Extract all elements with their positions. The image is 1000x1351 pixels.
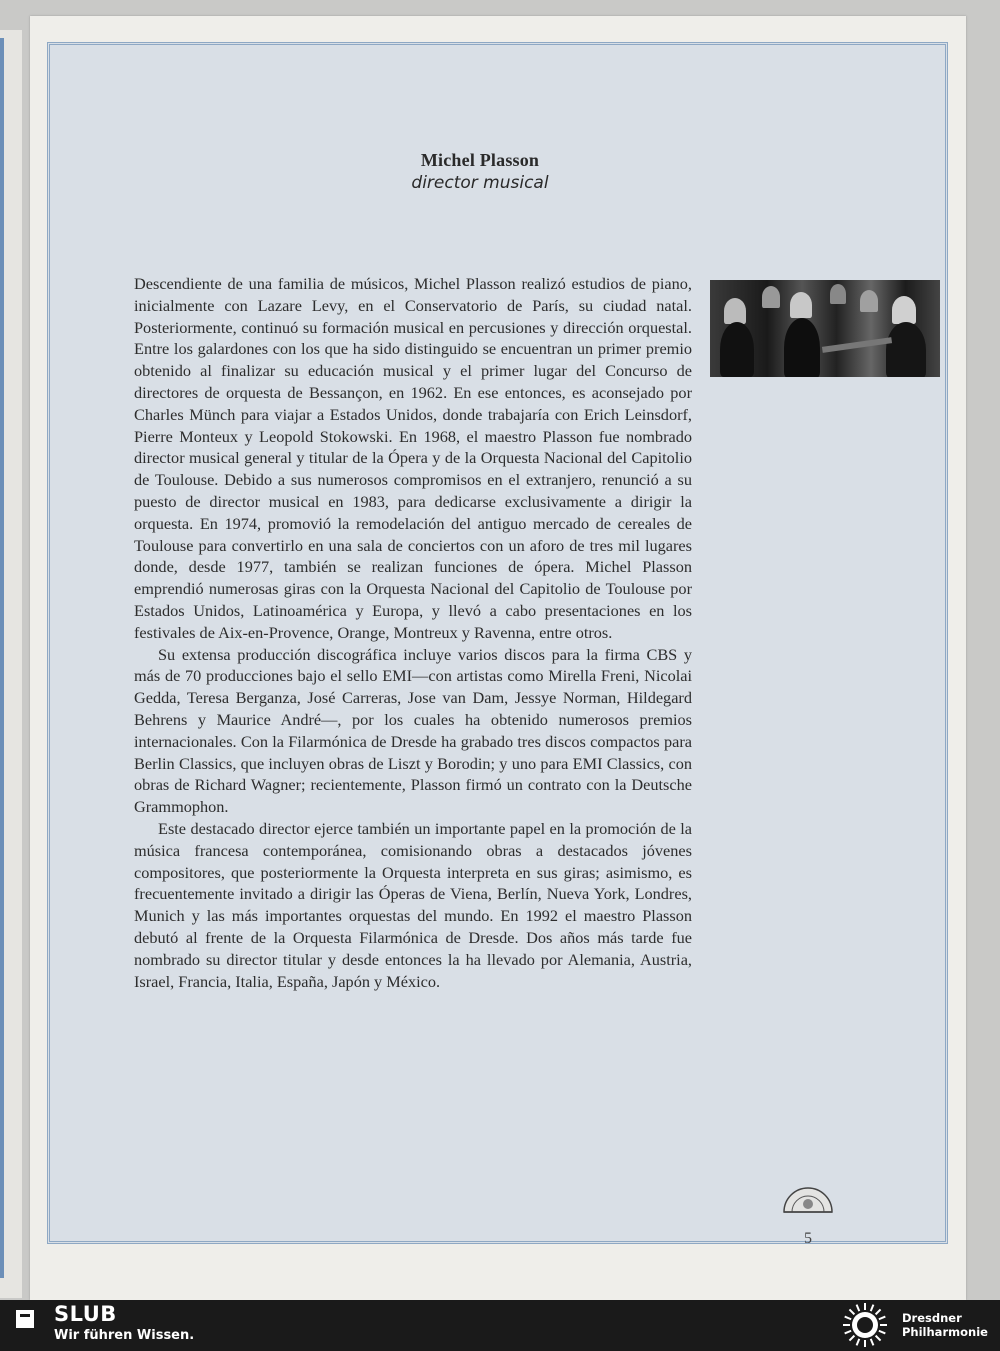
orchestra-photo xyxy=(710,280,940,377)
page-number: 5 xyxy=(804,1230,812,1247)
partner-name xyxy=(902,1311,988,1339)
orchestra-seal-icon xyxy=(780,1180,836,1214)
partner-name-line2: Philharmonie xyxy=(902,1325,988,1339)
slub-logo-icon xyxy=(14,1308,36,1330)
library-name: SLUB xyxy=(54,1302,117,1326)
library-tagline: Wir führen Wissen. xyxy=(54,1328,195,1343)
paragraph-3: Este destacado director ejerce también un importante papel en la promoción de la música francesa contemporánea, comisionando obras a destacados jóvenes compositores, que posteriormente la Orquesta interpreta en sus giras; asimismo, es frecuentemente invitado a dirigir las Óperas de Viena, Berlín, Nueva York, Londres, Munich y las más importantes orquestas del mundo. En 1992 el maestro Plasson debutó al frente de la Orquesta Filarmónica de Dresde. Dos años más tarde fue nombrado su director titular y desde entonces la ha llevado por Alemania, Austria, Israel, Francia, Italia, España, Japón y México. xyxy=(134,818,692,991)
partner-name-line1: Dresdner xyxy=(902,1311,962,1325)
article-subtitle: director musical xyxy=(411,173,549,193)
paragraph-1: Descendiente de una familia de músicos, Michel Plasson realizó estudios de piano, inicialmente con Lazare Levy, en el Conservatorio de París, su ciudad natal. Posteriormente, continuó su formación musical en percusiones y dirección orquestal. Entre los galardones con los que ha sido distinguido se encuentran un primer premio obtenido al finalizar su educación musical y el primer lugar del Concurso de directores de orquesta de Bessançon, en 1962. En ese entonces, es aconsejado por Charles Münch para viajar a Estados Unidos, donde trabajaría con Erich Leinsdorf, Pierre Monteux y Leopold Stokowski. En 1968, el maestro Plasson fue nombrado director musical general y titular de la Ópera y de la Orquesta Nacional del Capitolio de Toulouse. Debido a sus numerosos compromisos en el extranjero, renunció a su puesto de director musical en 1983, para dedicarse exclusivamente a dirigir la orquesta. En 1974, promovió la remodelación del antiguo mercado de cereales de Toulouse para convertirlo en una sala de conciertos con un aforo de tres mil lugares donde, desde 1977, también se realizan funciones de ópera. Michel Plasson emprendió numerosas giras con la Orquesta Nacional del Capitolio de Toulouse por Estados Unidos, Latinoamérica y Europa, y llevó a cabo presentaciones en los festivales de Aix-en-Provence, Orange, Montreux y Ravenna, entre otros. xyxy=(134,274,692,642)
previous-page-edge xyxy=(0,30,22,1298)
paragraph-2: Su extensa producción discográfica incluye varios discos para la firma CBS y más de 70 producciones bajo el sello EMI—con artistas como Mirella Freni, Nicolai Gedda, Teresa Berganza, José Carreras, Jose van Dam, Jessye Norman, Hildegard Behrens y Maurice André—, por los cuales ha obtenido numerosos premios internacionales. Con la Filarmónica de Dresde ha grabado tres discos compactos para Berlin Classics, que incluyen obras de Liszt y Borodin; y uno para EMI Classics, con obras de Richard Wagner; recientemente, Plasson firmó un contrato con la Deutsche Grammophon. xyxy=(134,644,692,817)
dresdner-philharmonie-logo-icon xyxy=(842,1302,888,1348)
article-title: Michel Plasson xyxy=(420,150,540,170)
footer-bar xyxy=(0,1300,1000,1351)
article-body xyxy=(134,273,692,992)
article-heading xyxy=(0,150,960,193)
